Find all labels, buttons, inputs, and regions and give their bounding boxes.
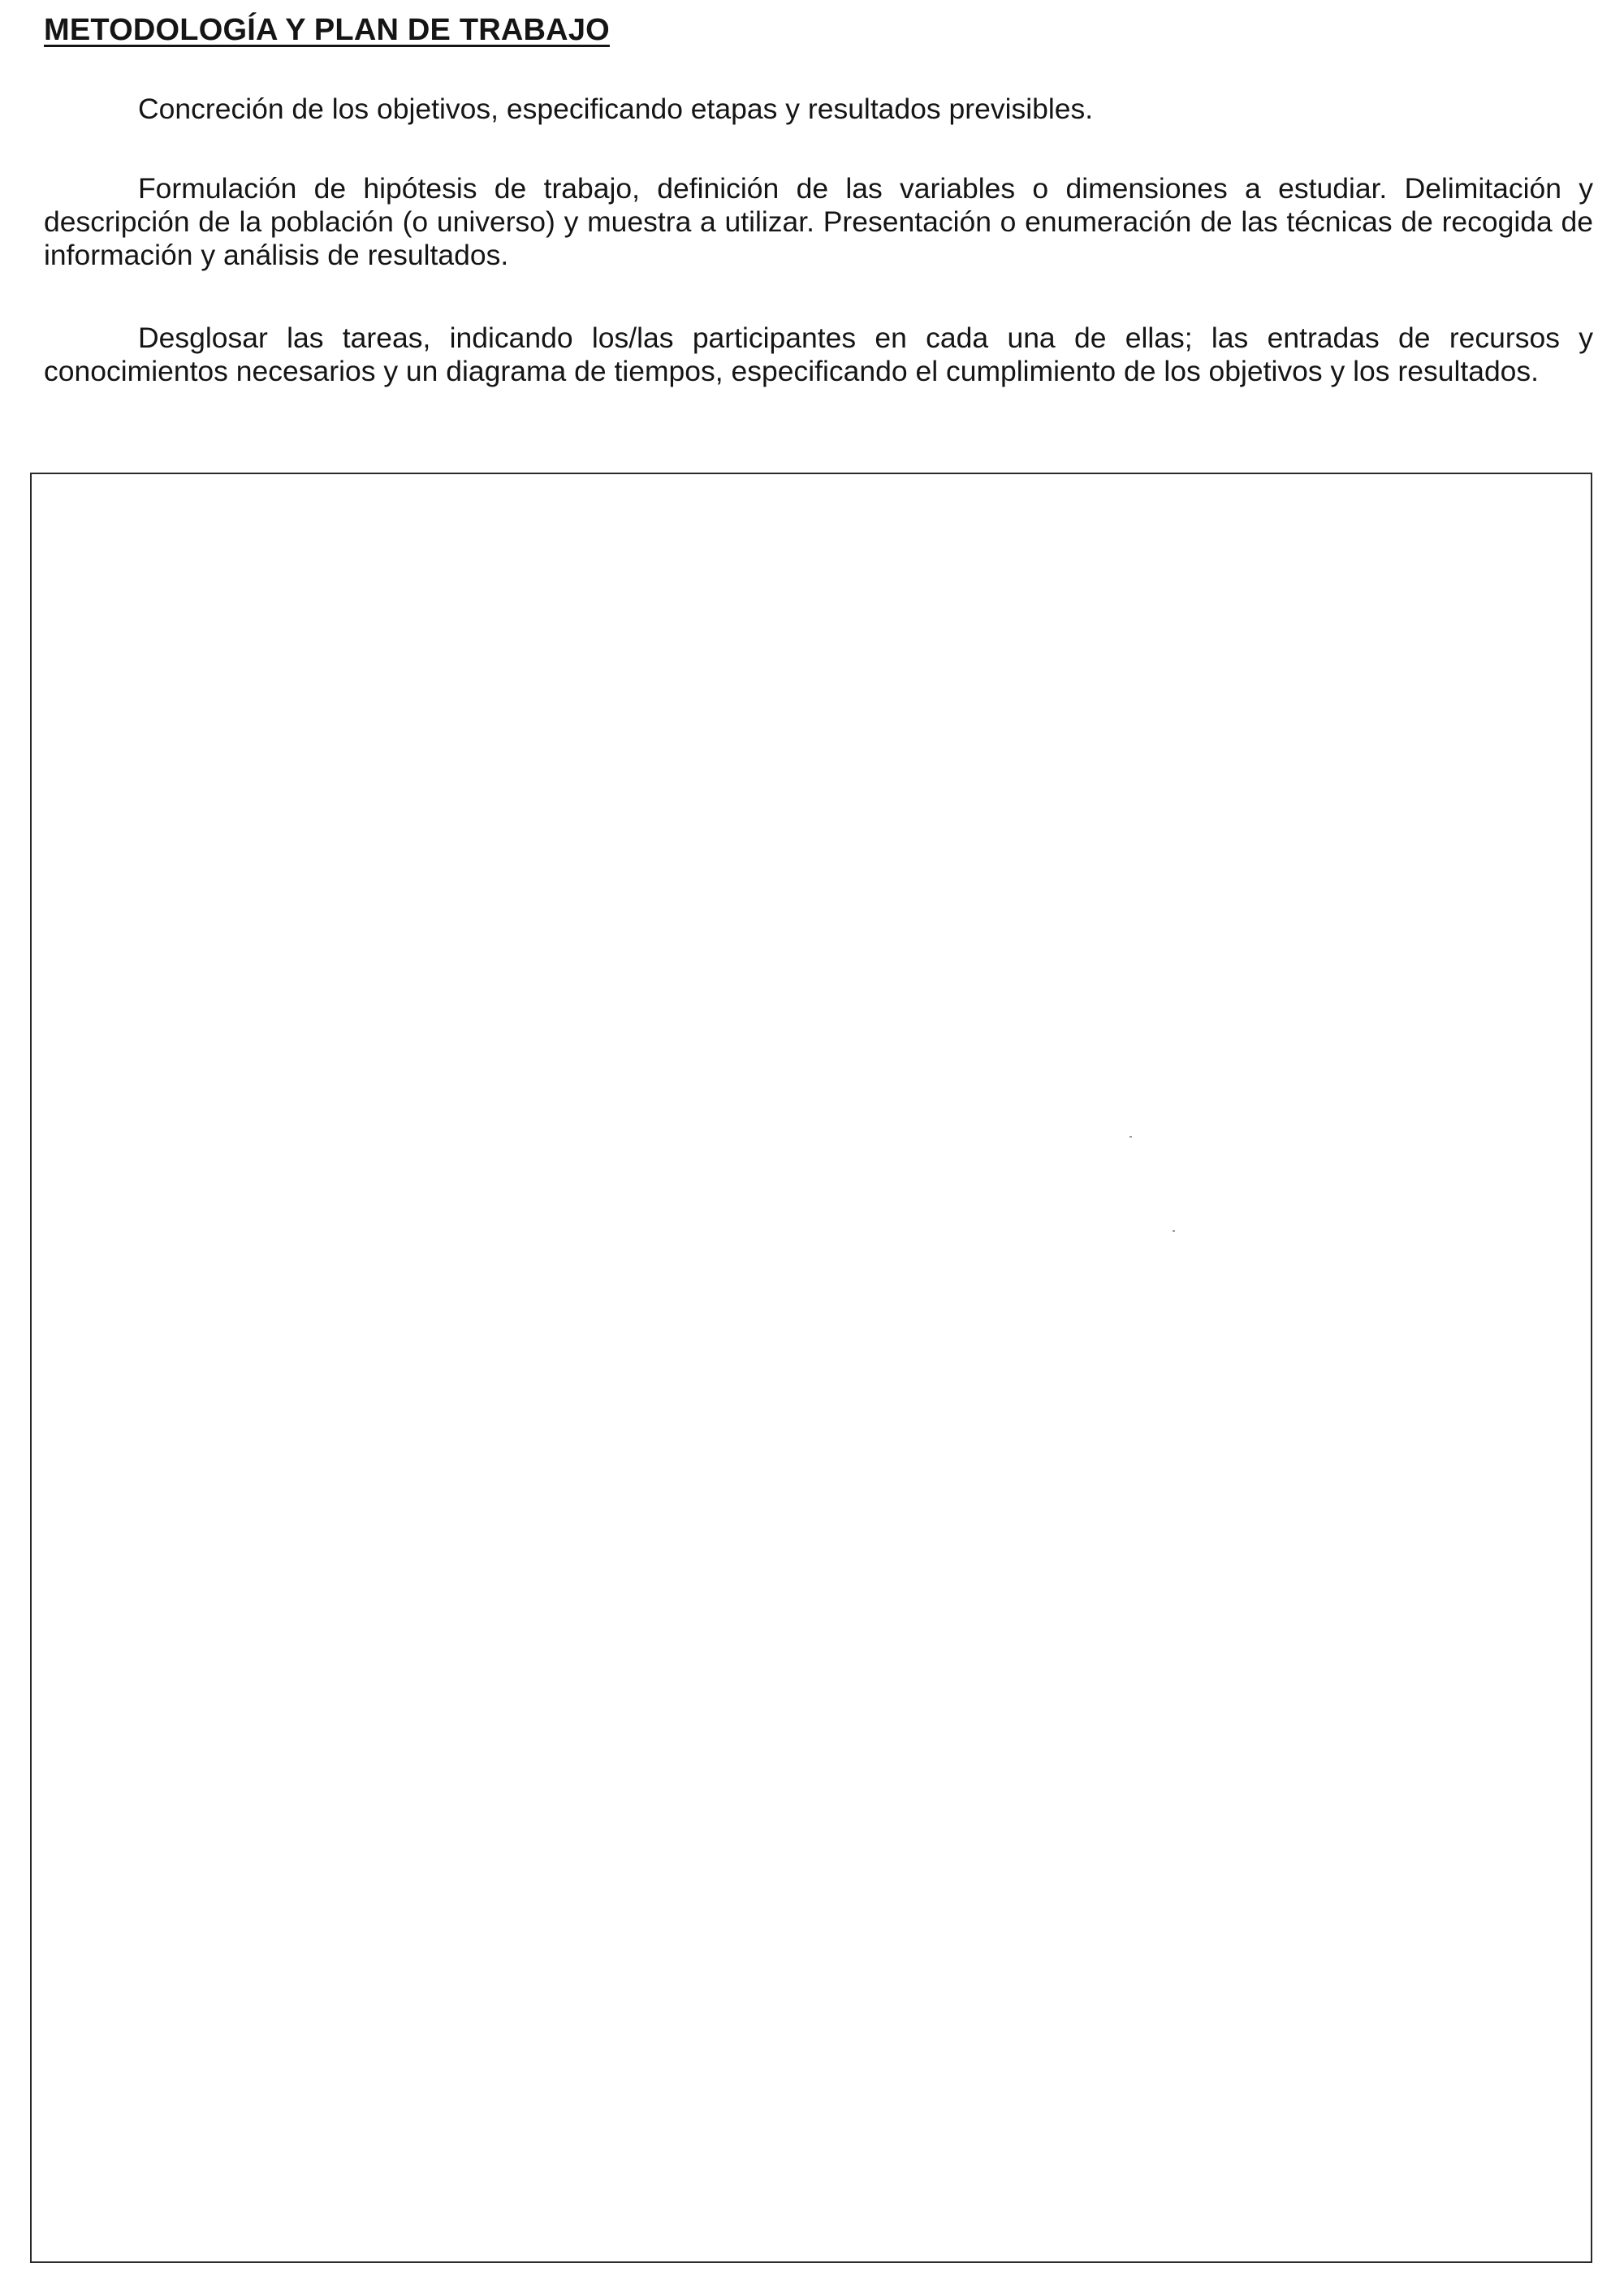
instruction-paragraph-tasks: Desglosar las tareas, indicando los/las participantes en cada una de ellas; las entradas de recursos y conocimientos necesarios y un diagrama de tiempos, especificando el cumplimiento de los objetivos y los resultados.	[44, 322, 1593, 387]
scan-speck	[1173, 1230, 1175, 1232]
answer-box[interactable]	[30, 473, 1592, 2263]
instruction-paragraph-hypothesis: Formulación de hipótesis de trabajo, definición de las variables o dimensiones a estudiar. Delimitación y descripción de la población (o universo) y muestra a utilizar. Presentación o enumeración de las técnicas de recogida de información y análisis de resultados.	[44, 172, 1593, 271]
instruction-paragraph-objectives: Concreción de los objetivos, especificando etapas y resultados previsibles.	[138, 93, 1094, 125]
scan-speck	[1129, 1136, 1132, 1138]
section-heading: METODOLOGÍA Y PLAN DE TRABAJO	[44, 13, 610, 47]
